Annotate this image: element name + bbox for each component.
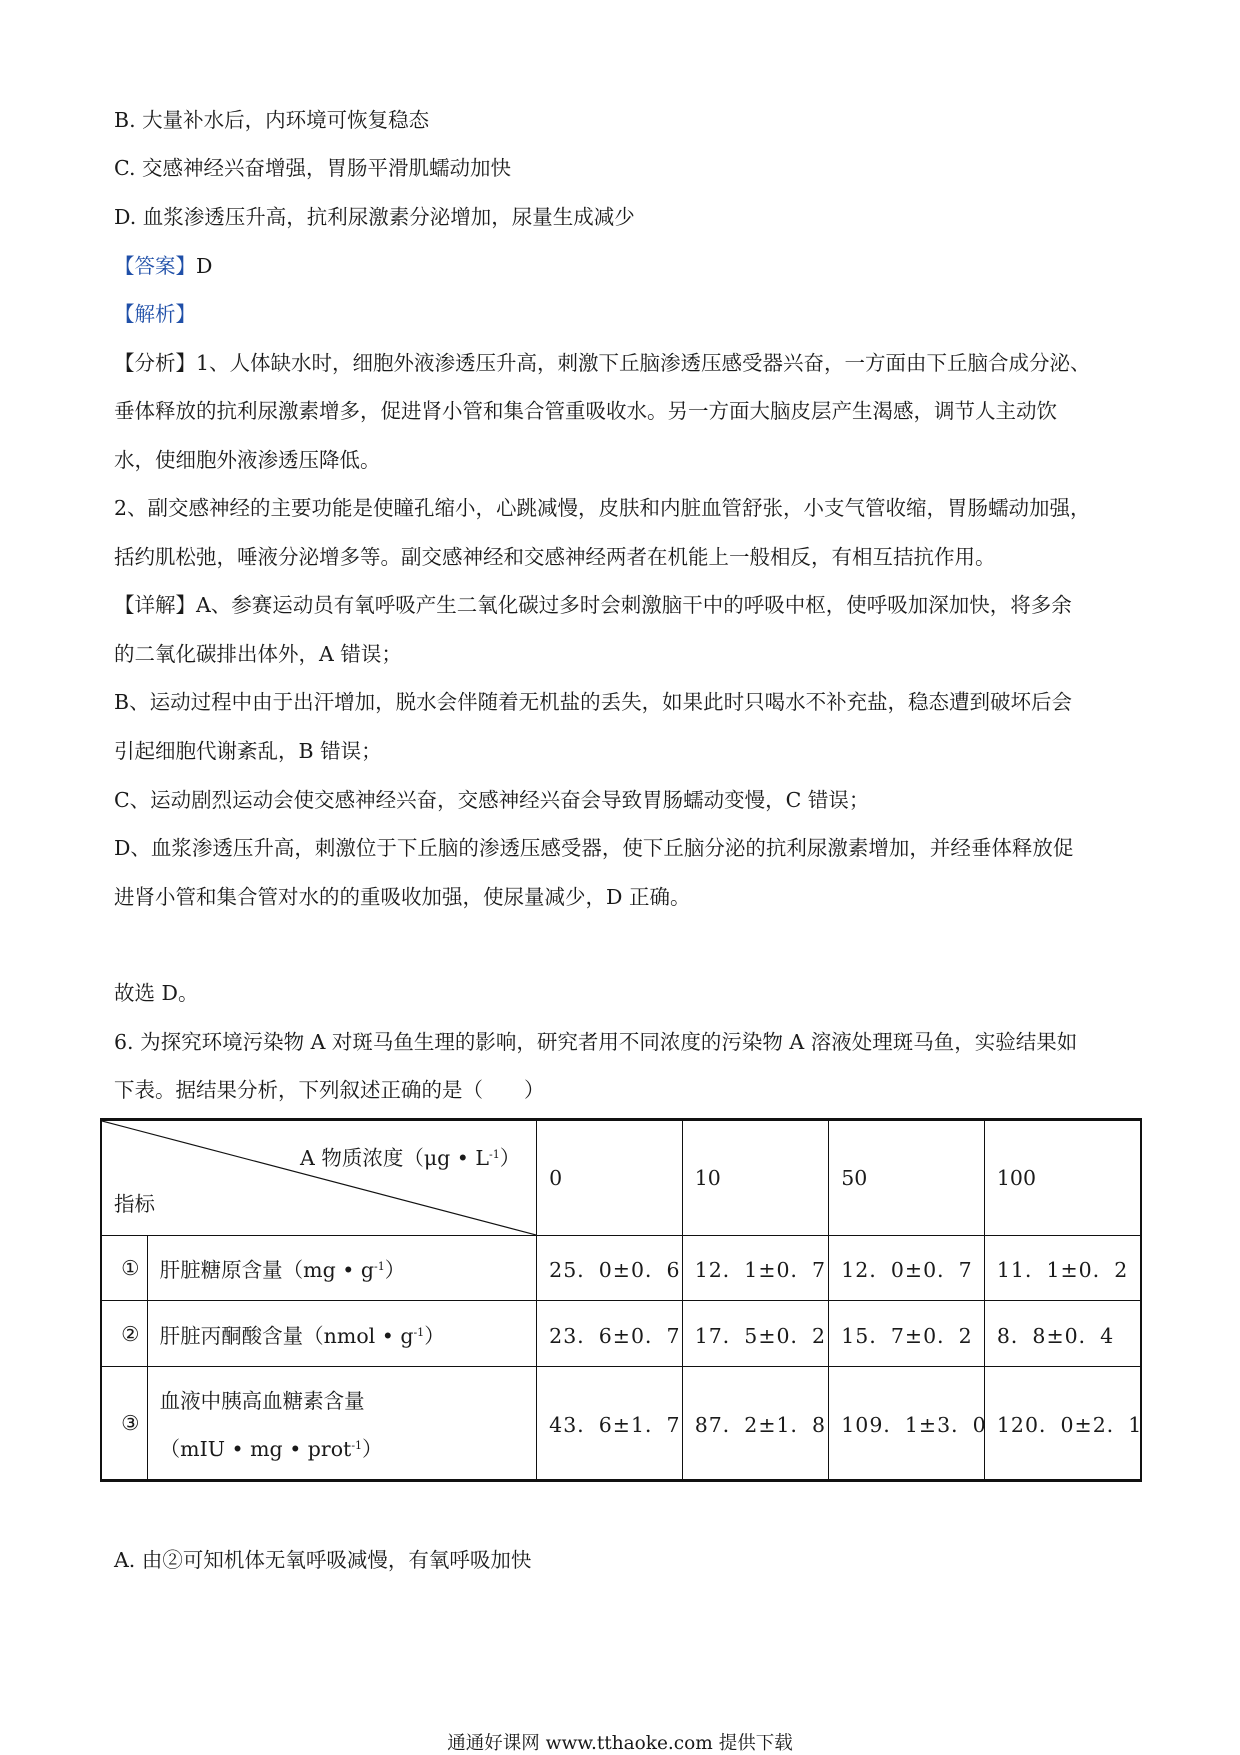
detail-line-4: 引起细胞代谢紊乱，B 错误；	[114, 739, 382, 763]
conclusion: 故选 D。	[114, 981, 199, 1005]
table-header-row	[101, 1120, 1141, 1236]
cell-value: 12．1±0．7	[682, 1236, 829, 1301]
option-d-prev: D. 血浆渗透压升高，抗利尿激素分泌增加，尿量生成减少	[114, 205, 635, 229]
cell-value: 43．6±1．7	[537, 1367, 683, 1481]
analysis-label: 【解析】	[114, 302, 196, 326]
cell-value: 87．2±1．8	[682, 1367, 829, 1481]
results-table	[100, 1118, 1142, 1482]
row-indicator-line2: （mIU • mg • prot$^{-1}$）	[159, 1437, 383, 1461]
answer-value: D	[196, 254, 213, 278]
table-row	[101, 1367, 1141, 1481]
cell-value: 8．8±0．4	[984, 1301, 1141, 1367]
header-concentration: A 物质浓度（μg • $L^{-1}$）	[300, 1146, 521, 1170]
conc-50: 50	[829, 1120, 985, 1236]
answer-line	[114, 252, 212, 280]
detail-line-7: 进肾小管和集合管对水的的重吸收加强，使尿量减少，D 正确。	[114, 885, 691, 909]
row-number: ③	[101, 1367, 147, 1481]
detail-line-5: C、运动剧烈运动会使交感神经兴奋，交感神经兴奋会导致胃肠蠕动变慢，C 错误；	[114, 788, 870, 812]
row-number: ②	[101, 1301, 147, 1367]
diagonal-line	[102, 1121, 536, 1235]
header-indicator: 指标	[114, 1192, 155, 1216]
detail-line-6: D、血浆渗透压升高，刺激位于下丘脑的渗透压感受器，使下丘脑分泌的抗利尿激素增加，并经垂体释放促	[114, 836, 1074, 860]
table-row	[101, 1236, 1141, 1301]
row-indicator-line1: 血液中胰高血糖素含量	[159, 1389, 365, 1413]
cell-value: 109．1±3．0	[829, 1367, 985, 1481]
table-row	[101, 1301, 1141, 1367]
conc-10: 10	[682, 1120, 829, 1236]
analysis-line-5: 括约肌松弛，唾液分泌增多等。副交感神经和交感神经两者在机能上一般相反，有相互拮抗作用。	[114, 545, 996, 569]
cell-value: 25．0±0．6	[537, 1236, 683, 1301]
cell-value: 11．1±0．2	[984, 1236, 1141, 1301]
detail-line-1	[114, 591, 1072, 619]
row-indicator: 肝脏糖原含量（mg • $g^{-1}$）	[147, 1236, 536, 1301]
answer-label: 【答案】	[114, 254, 196, 278]
row-indicator	[147, 1367, 536, 1481]
header-diagonal-cell	[101, 1120, 537, 1236]
cell-value: 15．7±0．2	[829, 1301, 985, 1367]
conc-100: 100	[984, 1120, 1141, 1236]
cell-value: 120．0±2．1	[984, 1367, 1141, 1481]
analysis-line-1	[114, 349, 1091, 377]
cell-value: 17．5±0．2	[682, 1301, 829, 1367]
row-number: ①	[101, 1236, 147, 1301]
analysis-text: 1、人体缺水时，细胞外液渗透压升高，刺激下丘脑渗透压感受器兴奋，一方面由下丘脑合成分泌、	[196, 351, 1091, 375]
detail-lead: 【详解】	[114, 593, 196, 617]
detail-text: A、参赛运动员有氧呼吸产生二氧化碳过多时会刺激脑干中的呼吸中枢，使呼吸加深加快，将多余	[196, 593, 1072, 617]
analysis-lead: 【分析】	[114, 351, 196, 375]
row-indicator: 肝脏丙酮酸含量（nmol • $g^{-1}$）	[147, 1301, 536, 1367]
cell-value: 12．0±0．7	[829, 1236, 985, 1301]
detail-line-2: 的二氧化碳排出体外，A 错误；	[114, 642, 402, 666]
page-footer: 通通好课网 www.tthaoke.com 提供下载	[447, 1733, 793, 1754]
question6-option-a: A. 由②可知机体无氧呼吸减慢，有氧呼吸加快	[114, 1548, 532, 1572]
detail-line-3: B、运动过程中由于出汗增加，脱水会伴随着无机盐的丢失，如果此时只喝水不补充盐，稳态遭到破坏后会	[114, 690, 1073, 714]
question6-line-1: 6. 为探究环境污染物 A 对斑马鱼生理的影响，研究者用不同浓度的污染物 A 溶液处理斑马鱼，实验结果如	[114, 1030, 1078, 1054]
cell-value: 23．6±0．7	[537, 1301, 683, 1367]
analysis-line-4: 2、副交感神经的主要功能是使瞳孔缩小，心跳减慢，皮肤和内脏血管舒张，小支气管收缩，胃肠蠕动加强，	[114, 496, 1091, 520]
analysis-line-3: 水，使细胞外液渗透压降低。	[114, 448, 381, 472]
option-c-prev: C. 交感神经兴奋增强，胃肠平滑肌蠕动加快	[114, 156, 511, 180]
question6-line-2: 下表。据结果分析，下列叙述正确的是（ ）	[114, 1078, 545, 1102]
conc-0: 0	[537, 1120, 683, 1236]
option-b-prev: B. 大量补水后，内环境可恢复稳态	[114, 108, 430, 132]
analysis-line-2: 垂体释放的抗利尿激素增多，促进肾小管和集合管重吸收水。另一方面大脑皮层产生渴感，调节人主动饮	[114, 399, 1057, 423]
